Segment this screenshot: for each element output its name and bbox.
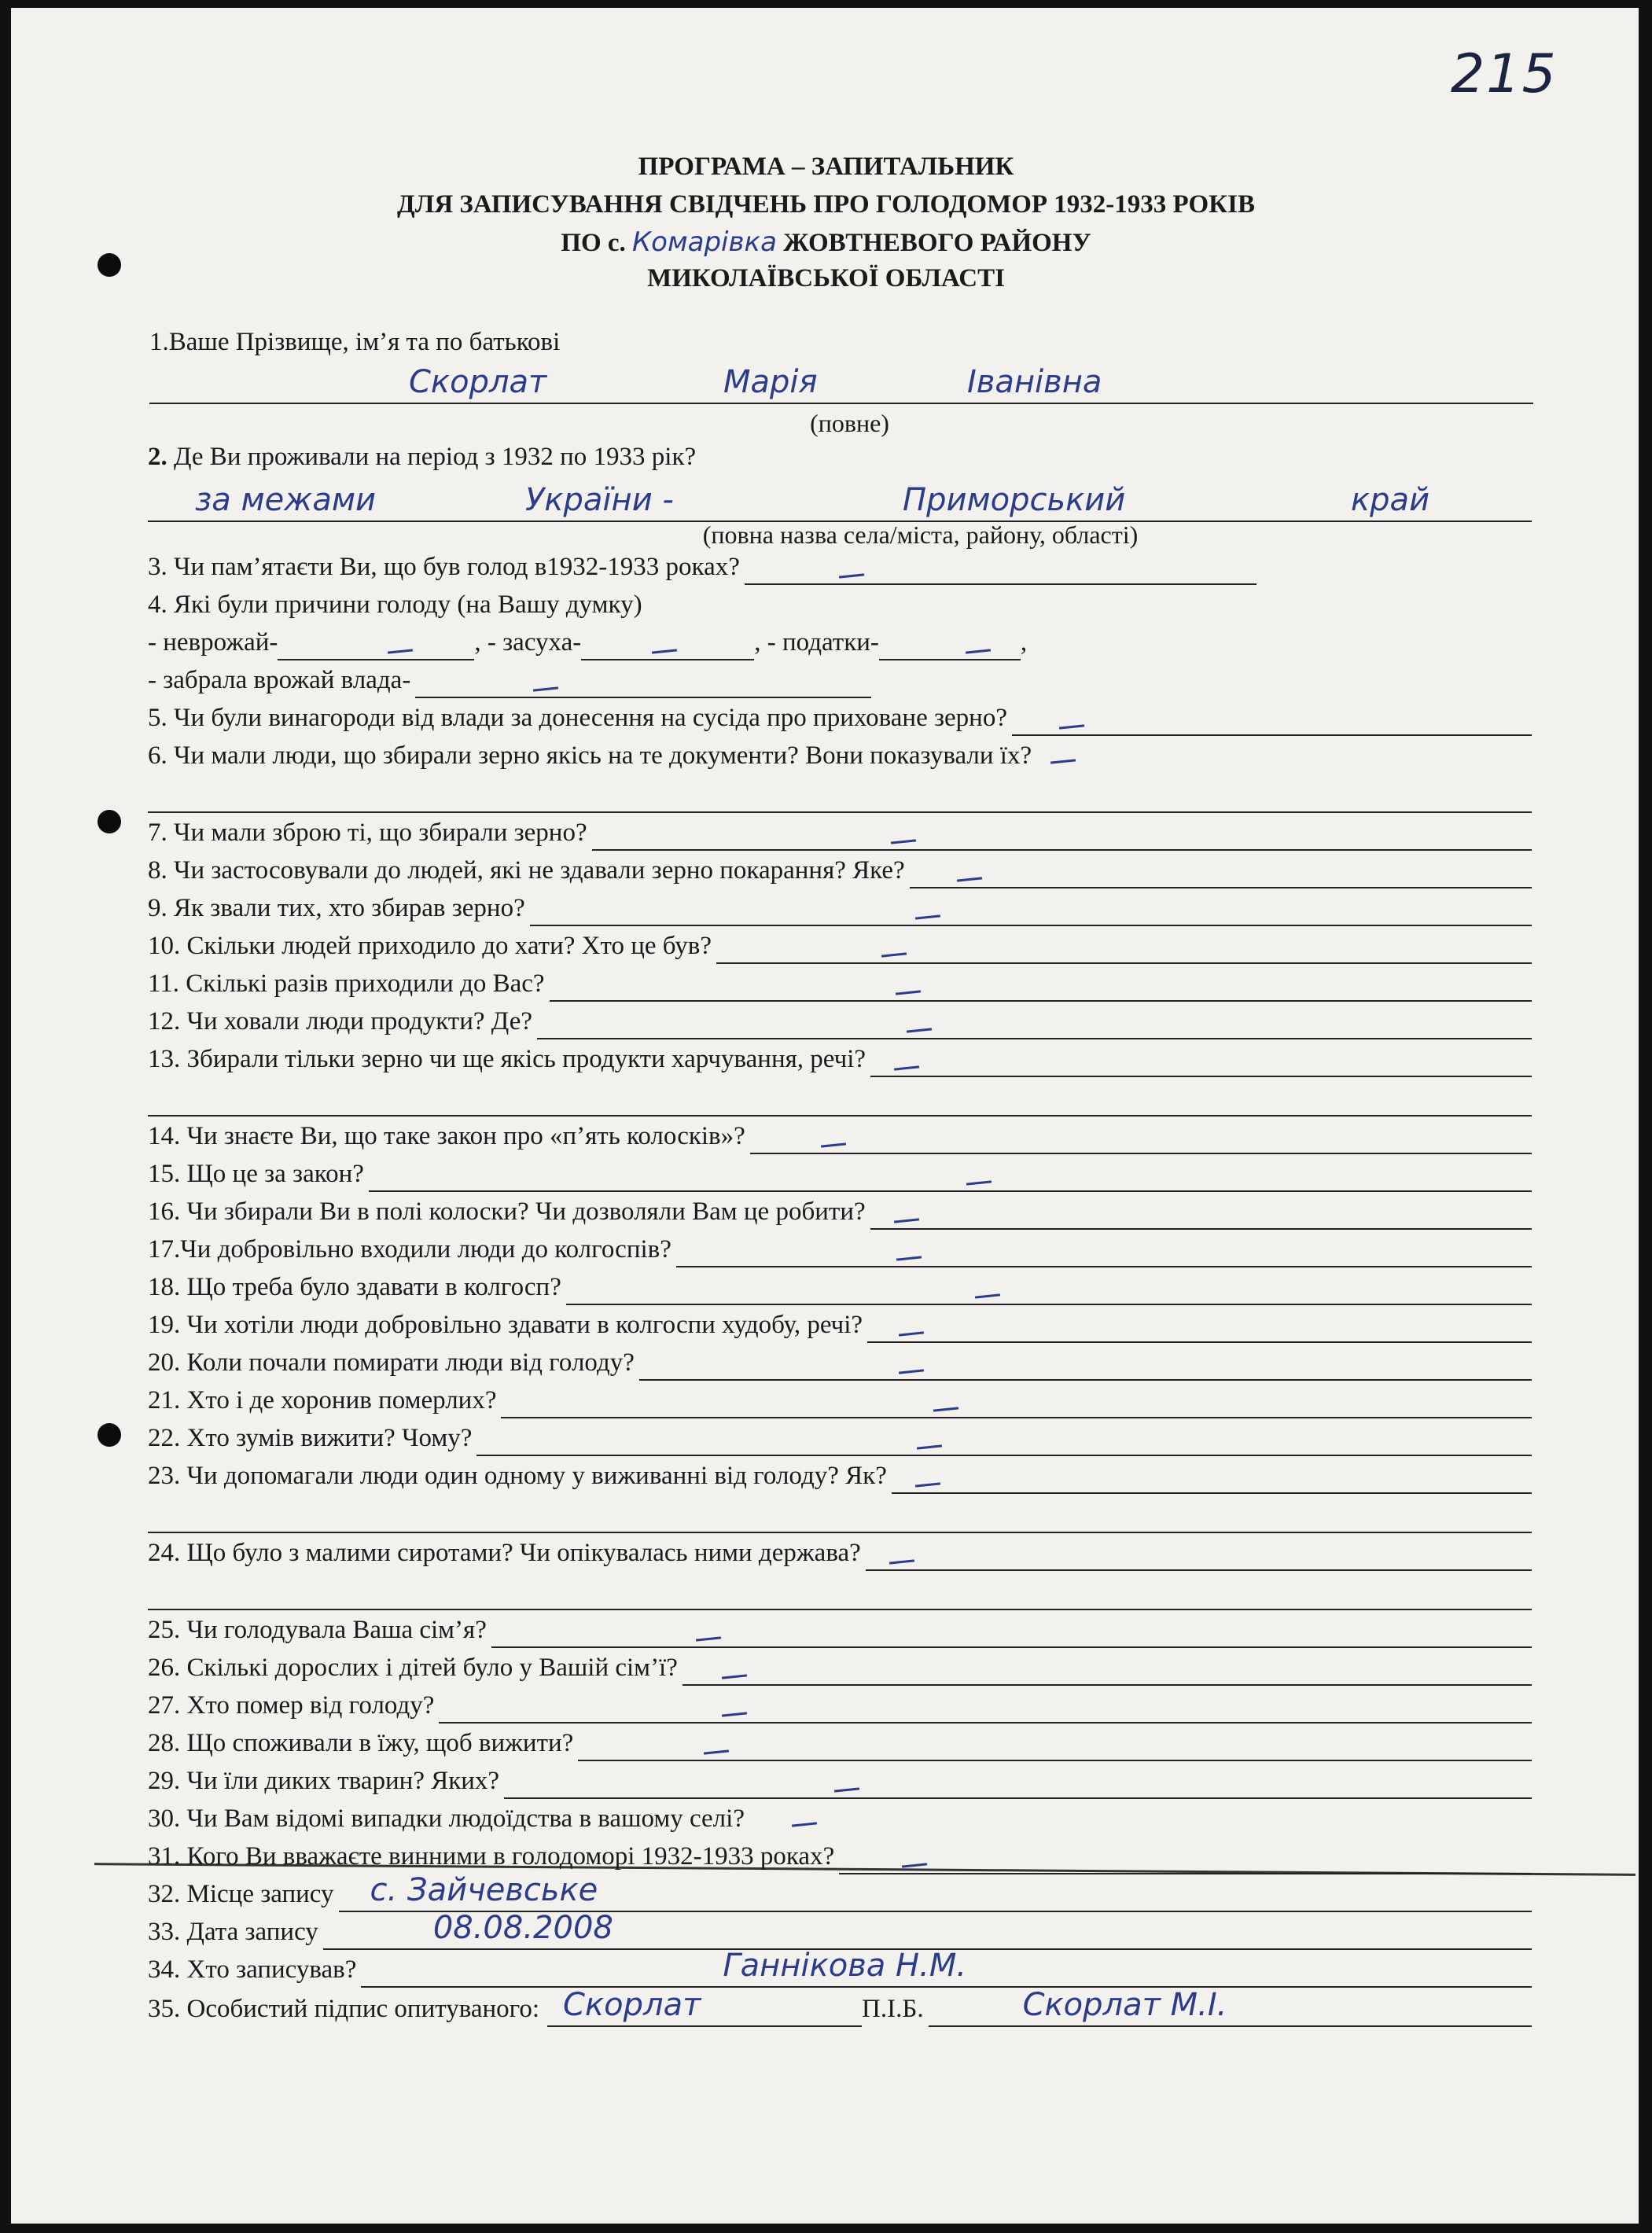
question-4-options: - неврожай- , - засуха- , - податки- , [148,623,1154,660]
question-4-option-authorities [148,660,871,698]
question-29: 29. Чи їли диких тварин? Яких? [148,1761,1532,1799]
question-1-answer-field[interactable] [149,364,1533,404]
signature: Скорлат [563,1987,701,2023]
question-16-answer-field[interactable] [870,1200,1532,1230]
question-1-caption: (повне) [810,409,889,437]
question-32-label: 32. Місце запису [148,1880,334,1908]
pib-field[interactable] [929,1987,1532,2027]
option-taxes-field[interactable] [879,631,1021,660]
question-13-answer-field-2[interactable] [148,1087,1532,1116]
question-30: 30. Чи Вам відомі випадки людоїдства в вашому селі? [148,1799,1154,1837]
question-27: 27. Хто помер від голоду? [148,1686,1532,1723]
question-24-answer-row [148,1573,1532,1610]
question-6-answer-field[interactable] [148,783,1532,813]
residence-answer-4: край [1351,482,1430,518]
question-21: 21. Хто і де хоронив померлих? [148,1381,1532,1418]
residence-answer-2: України - [525,482,674,518]
question-13-answer-field[interactable] [870,1047,1532,1077]
question-19: 19. Чи хотіли люди добровільно здавати в колгоспи худобу, речі? [148,1305,1532,1343]
question-14: 14. Чи знаєте Ви, що таке закон про «п’ять колосків»? [148,1116,1532,1154]
recording-place-answer: с. Зайчевське [370,1872,598,1908]
question-4-label: 4. Які були причини голоду (на Вашу думку) [148,590,642,619]
question-25: 25. Чи голодувала Ваша сім’я? [148,1610,1532,1648]
question-16: 16. Чи збирали Ви в полі колоски? Чи дозволяли Вам це робити? [148,1192,1532,1230]
recording-date-field[interactable] [323,1910,1532,1950]
question-34 [148,1950,1532,1988]
question-7-answer-field[interactable] [592,821,1532,851]
question-23-answer-field-2[interactable] [148,1503,1532,1533]
question-18: 18. Що треба було здавати в колгосп? [148,1267,1532,1305]
option-crop-failure-field[interactable] [278,631,474,660]
question-22: 22. Хто зумів вижити? Чому? [148,1418,1532,1456]
residence-answer-3: Приморський [903,482,1126,518]
name-answer: Марія [723,364,818,400]
question-14-answer-field[interactable] [750,1124,1532,1154]
header-prefix: ПО с. [561,229,626,257]
option-drought-label: , - засуха- [474,628,582,657]
header-line-2: ДЛЯ ЗАПИСУВАННЯ СВІДЧЕНЬ ПРО ГОЛОДОМОР 1932-1933 РОКІВ [397,190,1255,219]
question-12-answer-field[interactable] [537,1010,1532,1039]
question-25-answer-field[interactable] [491,1618,1532,1648]
village-name: Комарівка [632,226,777,258]
dash-answer [839,573,864,578]
question-1-answer-row [149,366,1533,404]
patronymic-answer: Іванівна [967,364,1102,400]
question-23-answer-row [148,1495,1532,1533]
question-22-answer-field[interactable] [476,1426,1532,1456]
header-district: ЖОВТНЕВОГО РАЙОНУ [783,229,1091,257]
question-2 [148,437,1532,475]
question-3-answer-field[interactable] [745,555,1256,585]
option-taxes-label: , - податки- [754,628,879,657]
question-11: 11. Скількі разів приходили до Вас? [148,964,1532,1002]
recording-date-answer: 08.08.2008 [432,1910,613,1946]
question-20-answer-field[interactable] [639,1351,1532,1381]
question-24: 24. Що було з малими сиротами? Чи опікувалась ними держава? [148,1533,1532,1571]
question-18-answer-field[interactable] [566,1275,1532,1305]
question-17: 17.Чи добровільно входили люди до колгоспів? [148,1230,1532,1267]
recorder-answer: Ганнікова Н.М. [723,1948,967,1984]
punch-hole [98,1423,121,1447]
question-33-label: 33. Дата запису [148,1918,318,1946]
question-33 [148,1912,1532,1950]
question-35 [148,1989,1532,2027]
recording-place-field[interactable] [339,1872,1532,1912]
question-23: 23. Чи допомагали люди один одному у виживанні від голоду? Як? [148,1456,1532,1494]
question-21-answer-field[interactable] [501,1389,1532,1418]
question-13-answer-row [148,1079,1532,1116]
question-28: 28. Що споживали в їжу, щоб вижити? [148,1723,1532,1761]
question-23-answer-field[interactable] [892,1464,1532,1494]
question-9: 9. Як звали тих, хто збирав зерно? [148,888,1532,926]
question-15-answer-field[interactable] [369,1162,1532,1192]
question-19-answer-field[interactable] [867,1313,1532,1343]
question-24-answer-field-2[interactable] [148,1580,1532,1610]
question-32 [148,1874,1532,1912]
option-authorities-label: - забрала врожай влада- [148,666,411,694]
header-line-4: МИКОЛАЇВСЬКОЇ ОБЛАСТІ [647,264,1005,292]
question-8-answer-field[interactable] [910,859,1532,888]
option-drought-field[interactable] [581,631,754,660]
question-10: 10. Скільки людей приходило до хати? Хто це був? [148,926,1532,964]
recorder-field[interactable] [361,1948,1532,1988]
question-20: 20. Коли почали помирати люди від голоду? [148,1343,1532,1381]
surname-answer: Скорлат [409,364,547,400]
option-crop-failure-label: - неврожай- [148,628,278,657]
residence-answer-1: за межами [195,482,376,518]
question-2-caption: (повна назва села/міста, району, області) [702,521,1139,549]
question-31-answer-field[interactable] [839,1845,1532,1874]
question-28-answer-field[interactable] [578,1731,1532,1761]
question-5: 5. Чи були винагороди від влади за донесення на сусіда про приховане зерно? [148,698,1532,736]
question-12: 12. Чи ховали люди продукти? Де? [148,1002,1532,1039]
question-35-label: 35. Особистий підпис опитуваного: [148,1995,540,2023]
question-3-label: 3. Чи пам’ятаєти Ви, що був голод в1932-1933 роках? [148,553,740,581]
question-13: 13. Збирали тільки зерно чи ще якісь продукти харчування, речі? [148,1039,1532,1077]
option-authorities-field[interactable] [415,668,871,698]
punch-hole [98,810,121,833]
question-8: 8. Чи застосовували до людей, які не здавали зерно покарання? Яке? [148,851,1532,888]
question-5-answer-field[interactable] [1012,706,1532,736]
question-4 [148,585,1532,623]
pib-answer: Скорлат М.І. [1022,1987,1227,2023]
question-9-answer-field[interactable] [530,896,1532,926]
question-6-answer-row [148,775,1532,813]
signature-field[interactable] [547,1987,862,2027]
question-24-answer-field[interactable] [866,1541,1532,1571]
question-31: 31. Кого Ви вважаєте винними в голодоморі 1932-1933 роках? [148,1837,1532,1874]
question-3 [148,547,1256,585]
question-17-answer-field[interactable] [676,1238,1532,1267]
question-1-label: 1.Ваше Прізвище, ім’я та по батькові [149,328,561,356]
question-2-answer-field[interactable] [148,482,1532,522]
question-6: 6. Чи мали люди, що збирали зерно якісь на те документи? Вони показували їх? [148,736,1532,774]
question-1 [149,322,1533,360]
question-15: 15. Що це за закон? [148,1154,1532,1192]
question-26-answer-field[interactable] [683,1656,1532,1686]
header-line-1: ПРОГРАМА – ЗАПИТАЛЬНИК [638,153,1014,181]
question-7: 7. Чи мали зброю ті, що збирали зерно? [148,813,1532,851]
question-27-answer-field[interactable] [439,1694,1532,1723]
question-2-number: 2. [148,443,167,471]
question-2-label: Де Ви проживали на період з 1932 по 1933 рік? [167,443,697,471]
question-10-answer-field[interactable] [716,934,1532,964]
question-34-label: 34. Хто записував? [148,1955,357,1984]
question-2-answer-row [148,484,1532,522]
question-29-answer-field[interactable] [504,1769,1532,1799]
question-11-answer-field[interactable] [550,972,1532,1002]
page-number: 215 [1451,43,1558,105]
question-26: 26. Скількі дорослих і дітей було у Вашій сім’ї? [148,1648,1532,1686]
pib-label: П.І.Б. [862,1995,924,2023]
